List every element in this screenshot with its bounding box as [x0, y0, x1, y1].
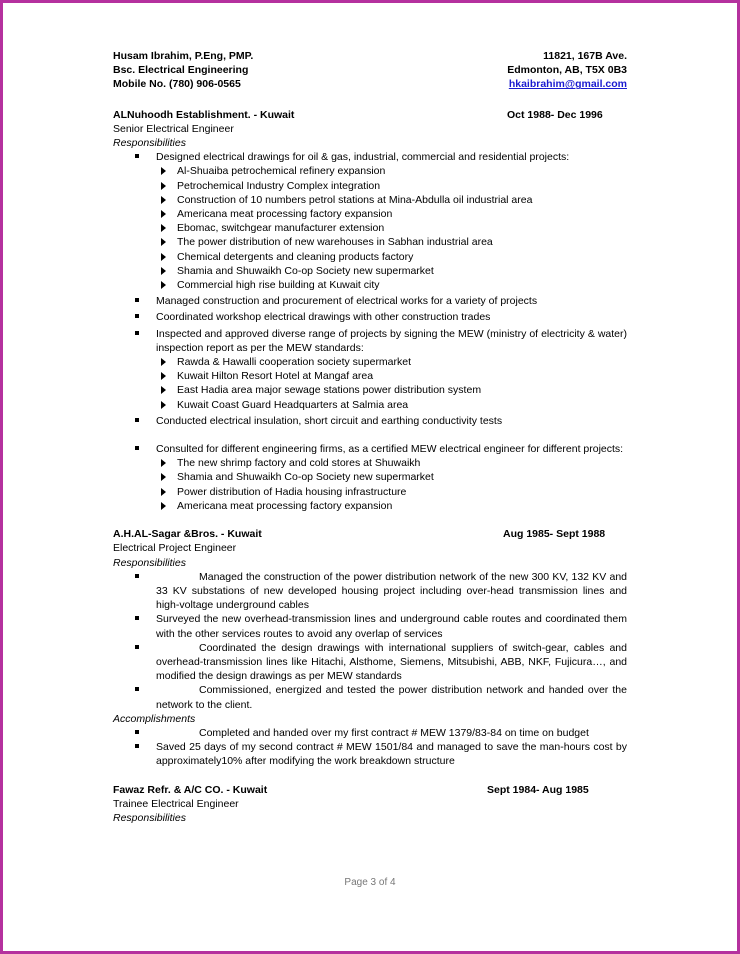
- page-number: Page 3 of 4: [344, 877, 396, 888]
- project-list: [113, 355, 627, 412]
- responsibilities-label: Responsibilities: [113, 137, 186, 150]
- mobile-number: Mobile No. (780) 906-0565: [113, 78, 241, 91]
- applicant-name: Husam Ibrahim, P.Eng, PMP.: [113, 50, 254, 62]
- list-item: Surveyed the new overhead-transmission lines and underground cable routes and coordinated them with the other services routes to avoid any overlap of services: [113, 612, 627, 640]
- job-title: Trainee Electrical Engineer: [113, 797, 239, 810]
- list-item: Saved 25 days of my second contract # MEW 1501/84 and managed to save the man-hours cost by approximately10% after modifying the work breakdown structure: [113, 740, 627, 768]
- list-item: Managed the construction of the power distribution network of the new 300 KV, 132 KV and 33 KV substations of new developed housing project including over-head transmission lines and high-voltage underground cables: [113, 570, 627, 613]
- contact-header: [113, 49, 627, 92]
- list-item: Construction of 10 numbers petrol stations at Mina-Abdulla oil industrial area: [113, 193, 627, 207]
- list-item: East Hadia area major sewage stations power distribution system: [113, 383, 627, 397]
- list-item: Power distribution of Hadia housing infrastructure: [113, 485, 627, 499]
- responsibility-list: [113, 570, 627, 712]
- list-item: Inspected and approved diverse range of projects by signing the MEW (ministry of electricity & water) inspection report as per the MEW standards: Rawda & Hawalli cooperation society supermarket Kuwait Hilton Resort Hotel at Mangaf area East Hadia area major sewage stations power distribution system Kuwait Coast Guard Headquarters at Salmia area: [113, 327, 627, 412]
- responsibilities-label: Responsibilities: [113, 811, 186, 824]
- employment-dates: Aug 1985- Sept 1988: [503, 528, 606, 541]
- list-item: Petrochemical Industry Complex integration: [113, 179, 627, 193]
- degree: Bsc. Electrical Engineering: [113, 64, 249, 77]
- list-item: The new shrimp factory and cold stores at Shuwaikh: [113, 456, 627, 470]
- responsibility-list: [113, 150, 627, 513]
- list-item: Kuwait Hilton Resort Hotel at Mangaf area: [113, 369, 627, 383]
- list-item: Kuwait Coast Guard Headquarters at Salmia area: [113, 398, 627, 412]
- responsibilities-label: Responsibilities: [113, 556, 186, 569]
- employer-name: Fawaz Refr. & A/C CO. - Kuwait: [113, 783, 268, 796]
- accomplishments-label: Accomplishments: [113, 712, 196, 725]
- list-item: Coordinated the design drawings with international suppliers of switch-gear, cables and overhead-transmission lines like Hitachi, Alsthome, Siemens, Mitsubishi, ABB, NKF, Fujicura…, and modified the design drawings as per MEW standards: [113, 641, 627, 684]
- list-item: Coordinated workshop electrical drawings with other construction trades: [113, 310, 627, 324]
- list-item: Americana meat processing factory expansion: [113, 207, 627, 221]
- email-link[interactable]: hkaibrahim@gmail.com: [508, 78, 627, 91]
- list-item: Managed construction and procurement of electrical works for a variety of projects: [113, 294, 627, 308]
- list-item: The power distribution of new warehouses in Sabhan industrial area: [113, 235, 627, 249]
- list-item: Chemical detergents and cleaning products factory: [113, 250, 627, 264]
- list-item: Ebomac, switchgear manufacturer extension: [113, 221, 627, 235]
- job-section: [113, 108, 627, 513]
- employment-dates: Oct 1988- Dec 1996: [507, 108, 603, 121]
- list-item: Commercial high rise building at Kuwait city: [113, 278, 627, 292]
- list-item: Shamia and Shuwaikh Co-op Society new supermarket: [113, 470, 627, 484]
- address-line-2: Edmonton, AB, T5X 0B3: [507, 64, 627, 77]
- list-item: Americana meat processing factory expansion: [113, 499, 627, 513]
- list-item: Consulted for different engineering firms, as a certified MEW electrical engineer for different projects: The new shrimp factory and cold stores at Shuwaikh Shamia and Shuwaikh Co-op Society new supermarket Power distribution of Hadia housing infrastructure Americana meat processing factory expansion: [113, 442, 627, 513]
- job-title: Electrical Project Engineer: [113, 542, 237, 555]
- list-item: Rawda & Hawalli cooperation society supermarket: [113, 355, 627, 369]
- list-item: Designed electrical drawings for oil & gas, industrial, commercial and residential projects: Al-Shuaiba petrochemical refinery expansion Petrochemical Industry Complex integration Construction of 10 numbers petrol stations at Mina-Abdulla oil industrial area Americana meat processing factory expansion Ebomac, switchgear manufacturer extension The power distribution of new warehouses in Sabhan industrial area Chemical detergents and cleaning products factory Shamia and Shuwaikh Co-op Society new supermarket Commercial high rise building at Kuwait city: [113, 150, 627, 292]
- employment-dates: Sept 1984- Aug 1985: [487, 783, 589, 796]
- job-section: [113, 527, 627, 768]
- list-item: Commissioned, energized and tested the power distribution network and handed over the network to the client.: [113, 683, 627, 711]
- project-list: [113, 164, 627, 292]
- job-title: Senior Electrical Engineer: [113, 122, 234, 135]
- list-item: Al-Shuaiba petrochemical refinery expansion: [113, 164, 627, 178]
- list-item: Shamia and Shuwaikh Co-op Society new supermarket: [113, 264, 627, 278]
- list-item: Completed and handed over my first contract # MEW 1379/83-84 on time on budget: [113, 726, 627, 740]
- job-section: [113, 783, 627, 826]
- project-list: [113, 456, 627, 513]
- employer-name: A.H.AL-Sagar &Bros. - Kuwait: [113, 528, 262, 541]
- list-item: Conducted electrical insulation, short circuit and earthing conductivity tests: [113, 414, 627, 428]
- address-line-1: 11821, 167B Ave.: [543, 50, 627, 62]
- employer-name: ALNuhoodh Establishment. - Kuwait: [113, 108, 295, 121]
- accomplishment-list: [113, 726, 627, 769]
- resume-page: [113, 49, 627, 825]
